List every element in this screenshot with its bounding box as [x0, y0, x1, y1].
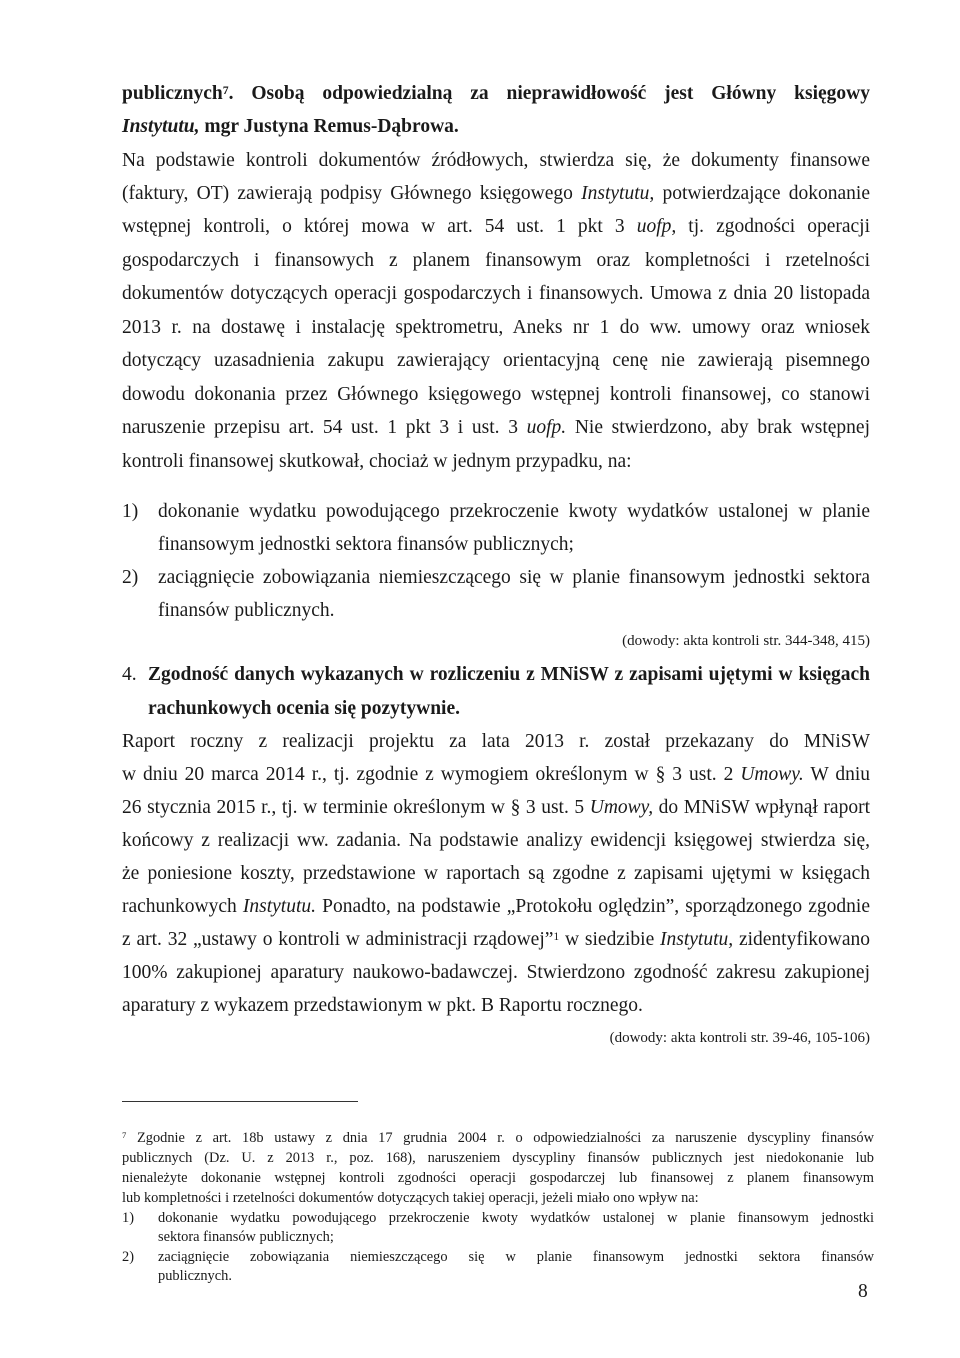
- footnote-line: lub kompletności i rzetelności dokumentów dotyczących takiej operacji, jeżeli miało ono wpływ na:: [122, 1190, 699, 1206]
- text-line: aparatury z wykazem przedstawionym w pkt. B Raportu rocznego.: [122, 995, 643, 1016]
- text-line: Na podstawie kontroli dokumentów źródłowych, stwierdza się, że dokumenty finansowe: [122, 150, 870, 171]
- text-line: naruszenie przepisu art. 54 ust. 1 pkt 3 i ust. 3 uofp. Nie stwierdzono, aby brak wstępnej: [122, 417, 870, 438]
- section-number: 4.: [122, 664, 137, 685]
- text-line: publicznych$^7$. Osobą odpowiedzialną za nieprawidłowość jest Główny księgowy: [122, 83, 870, 104]
- page-number: 8: [858, 1281, 868, 1302]
- text-line: (faktury, OT) zawierają podpisy Głównego księgowego Instytutu, potwierdzające dokonanie: [122, 183, 870, 204]
- text-line: 26 stycznia 2015 r., tj. w terminie określonym w § 3 ust. 5 Umowy, do MNiSW wpłynął raport: [122, 797, 870, 818]
- text-line: rachunkowych Instytutu. Ponadto, na podstawie „Protokołu oględzin”, sporządzonego zgodnie: [122, 896, 870, 917]
- section-heading: Zgodność danych wykazanych w rozliczeniu z MNiSW z zapisami ujętymi w księgach: [148, 664, 870, 685]
- text-line: w dniu 20 marca 2014 r., tj. zgodnie z wymogiem określonym w § 3 ust. 2 Umowy. W dniu: [122, 764, 870, 785]
- text-line: końcowy z realizacji ww. zadania. Na podstawie analizy ewidencji księgowej stwierdza się,: [122, 830, 870, 851]
- footnote-item: publicznych.: [158, 1268, 232, 1284]
- footnote-item: sektora finansów publicznych;: [158, 1229, 334, 1245]
- footnote-item: dokonanie wydatku powodującego przekroczenie kwoty wydatków ustalonej w planie finansowym jednostki: [158, 1210, 874, 1226]
- text-line: wstępnej kontroli, o której mowa w art. 54 ust. 1 pkt 3 uofp, tj. zgodności operacji: [122, 216, 870, 237]
- text-line: dotyczący uzasadnienia zakupu zawierający orientacyjną cenę nie zawierają pisemnego: [122, 350, 870, 371]
- list-item: finansów publicznych.: [158, 600, 335, 621]
- list-item: dokonanie wydatku powodującego przekroczenie kwoty wydatków ustalonej w planie: [158, 501, 870, 522]
- footnote-item-number: 2): [122, 1249, 134, 1265]
- list-item: zaciągnięcie zobowiązania niemieszczącego się w planie finansowym jednostki sektora: [158, 567, 870, 588]
- footnote-separator: [122, 1101, 358, 1102]
- footnote-item-number: 1): [122, 1210, 134, 1226]
- footnote-item: zaciągnięcie zobowiązania niemieszczącego się w planie finansowym jednostki sektora finansów: [158, 1249, 874, 1265]
- list-number: 2): [122, 567, 139, 588]
- text-line: 2013 r. na dostawę i instalację spektrometru, Aneks nr 1 do ww. umowy oraz wniosek: [122, 317, 870, 338]
- evidence-note: (dowody: akta kontroli str. 39-46, 105-106): [609, 1030, 870, 1046]
- text-line: 100% zakupionej aparatury naukowo-badawczej. Stwierdzono zgodność zakresu zakupionej: [122, 962, 870, 983]
- evidence-note: (dowody: akta kontroli str. 344-348, 415): [622, 633, 870, 649]
- text-line: Raport roczny z realizacji projektu za lata 2013 r. został przekazany do MNiSW: [122, 731, 870, 752]
- footnote-line: $^7$ Zgodnie z art. 18b ustawy z dnia 17 grudnia 2004 r. o odpowiedzialności za naruszenie dyscypliny finansów: [122, 1130, 874, 1146]
- section-heading: rachunkowych ocenia się pozytywnie.: [148, 698, 460, 719]
- list-number: 1): [122, 501, 139, 522]
- list-item: finansowym jednostki sektora finansów publicznych;: [158, 534, 574, 555]
- text-line: dowodu dokonania przez Głównego księgowego wstępnej kontroli finansowej, co stanowi: [122, 384, 870, 405]
- footnote-line: publicznych (Dz. U. z 2013 r., poz. 168), naruszeniem dyscypliny finansów publicznych jest niedokonanie lub: [122, 1150, 874, 1166]
- text-line: kontroli finansowej skutkował, chociaż w jednym przypadku, na:: [122, 451, 632, 472]
- text-line: z art. 32 „ustawy o kontroli w administracji rządowej”$^1$ w siedzibie Instytutu, zidentyfikowano: [122, 929, 871, 950]
- footnote-line: nienależyte dokonanie wstępnej kontroli zgodności operacji gospodarczej lub finansowej z planem finansowym: [122, 1170, 874, 1186]
- text-line: że poniesione koszty, przedstawione w raportach są zgodne z zapisami ujętymi w księgach: [122, 863, 870, 884]
- text-line: gospodarczych i finansowych z planem finansowym oraz kompletności i rzetelności: [122, 250, 870, 271]
- text-line: Instytutu, mgr Justyna Remus-Dąbrowa.: [122, 116, 459, 137]
- text-line: dokumentów dotyczących operacji gospodarczych i finansowych. Umowa z dnia 20 listopada: [122, 283, 870, 304]
